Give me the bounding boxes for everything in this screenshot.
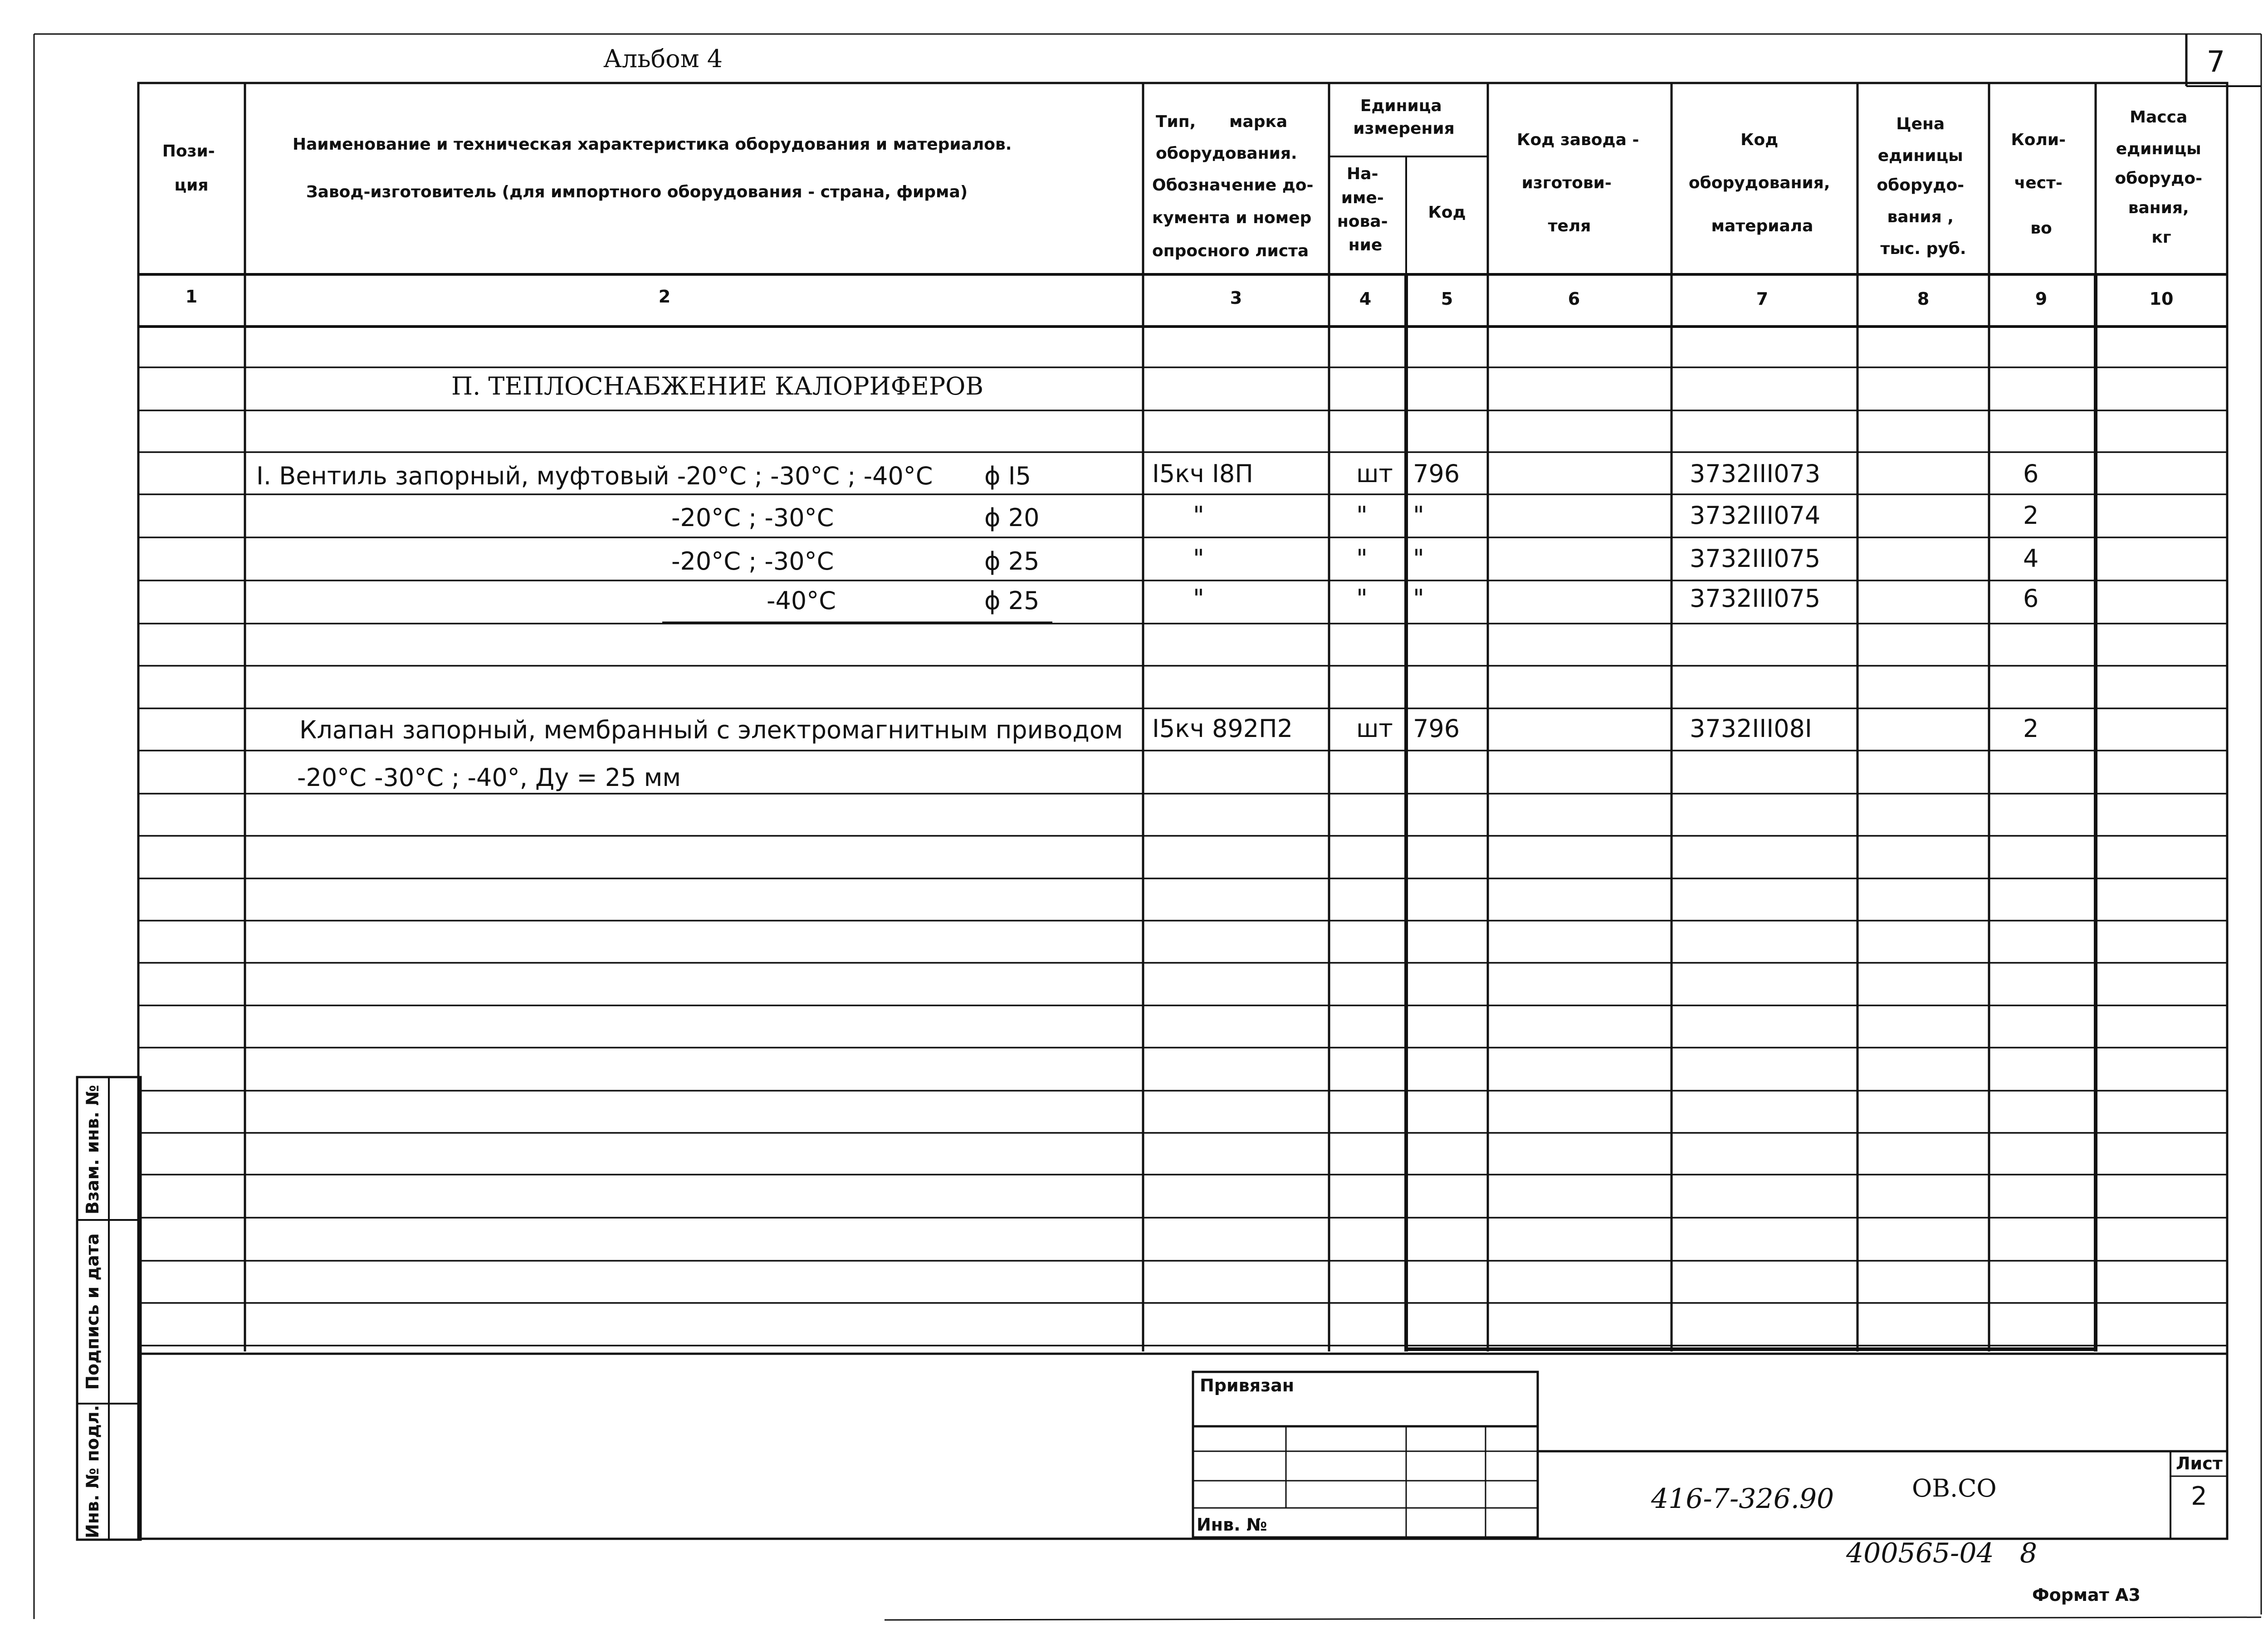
header-position: Пози- ция — [162, 142, 215, 195]
column-numbers — [186, 287, 2174, 309]
item-unit: " — [1356, 584, 1368, 613]
valve-name-line2: -20°C -30°C ; -40°, Ду = 25 мм — [297, 763, 681, 792]
column-number: 8 — [1917, 289, 1930, 309]
column-number: 5 — [1441, 289, 1453, 309]
item-unit-code: 796 — [1413, 459, 1460, 488]
valve-name-line1: Клапан запорный, мембранный с электромагнитным приводом — [299, 716, 1123, 744]
item-type: " — [1193, 584, 1204, 613]
sheet-number: 2 — [2191, 1482, 2207, 1511]
header-name: Наименование и техническая характеристика оборудования и материалов. Завод-изготовитель (для импортного оборудования - страна, фирма) — [293, 135, 1012, 201]
item-diameter: ϕ 25 — [984, 586, 1040, 615]
item-diameter: ϕ I5 — [984, 462, 1031, 490]
table-header — [162, 97, 2208, 260]
header-type: Тип, марка оборудования. Обозначение до- кумента и номер опросного листа — [1152, 112, 1314, 260]
item-code: 3732III074 — [1690, 501, 1821, 530]
table-grid — [138, 83, 2227, 1539]
valve-code: 3732III08I — [1690, 714, 1812, 743]
header-price: Цена единицы оборудо- вания , тыс. руб. — [1877, 115, 1966, 258]
valve-type: I5кч 892П2 — [1152, 714, 1293, 743]
document-code: 416-7-326.90 — [1651, 1483, 1834, 1515]
valve-item — [297, 714, 2038, 792]
item-row — [256, 459, 2038, 490]
item-code: 3732III075 — [1690, 584, 1821, 613]
column-number: 9 — [2035, 289, 2048, 309]
item-unit: шт — [1356, 459, 1393, 488]
valve-unit-code: 796 — [1413, 714, 1460, 743]
page-corner-number: 7 — [2206, 45, 2225, 79]
column-number: 2 — [658, 287, 671, 307]
bound-label: Привязан — [1200, 1375, 1295, 1395]
section-title: П. ТЕПЛОСНАБЖЕНИЕ КАЛОРИФЕРОВ — [451, 372, 984, 400]
item-row — [767, 584, 2038, 615]
item-qty: 6 — [2023, 459, 2039, 488]
header-equipment-code: Код оборудования, материала — [1688, 131, 1830, 235]
header-unit-name: На- име- нова- ние — [1337, 165, 1388, 254]
item-row — [671, 544, 2038, 576]
item-code: 3732III073 — [1690, 459, 1821, 488]
column-number: 10 — [2149, 289, 2174, 309]
side-signature-date: Подпись и дата — [83, 1233, 103, 1390]
body-row-lines — [138, 367, 2227, 1346]
item-qty: 4 — [2023, 544, 2039, 573]
item-code: 3732III075 — [1690, 544, 1821, 573]
item-unit: " — [1356, 501, 1368, 530]
item-name: -40°C — [767, 586, 836, 615]
outer-frame — [34, 34, 2261, 1620]
item-unit-code: " — [1413, 501, 1424, 530]
format-label: Формат А3 — [2032, 1585, 2141, 1605]
header-unit-group: Единица измерения — [1353, 97, 1455, 138]
side-replaced-inventory: Взам. инв. № — [83, 1085, 103, 1215]
item-unit-code: " — [1413, 544, 1424, 573]
item-name: -20°C ; -30°C — [671, 503, 834, 532]
item-qty: 2 — [2023, 501, 2039, 530]
section-code: ОВ.СО — [1912, 1474, 1997, 1502]
item-type: " — [1193, 544, 1204, 573]
album-title: Альбом 4 — [603, 44, 723, 73]
item-diameter: ϕ 25 — [984, 547, 1040, 576]
item-type: I5кч I8П — [1152, 459, 1253, 488]
item-qty: 6 — [2023, 584, 2039, 613]
column-number: 3 — [1230, 288, 1242, 308]
valve-qty: 2 — [2023, 714, 2039, 743]
item-name: -20°C ; -30°C — [671, 547, 834, 576]
column-number: 6 — [1568, 289, 1580, 309]
item-type: " — [1193, 501, 1204, 530]
item-unit: " — [1356, 544, 1368, 573]
item-diameter: ϕ 20 — [984, 503, 1040, 532]
header-plant-code: Код завода - изготови- теля — [1517, 131, 1639, 235]
item-row — [671, 501, 2038, 532]
item-name: I. Вентиль запорный, муфтовый -20°C ; -30°C ; -40°C — [256, 462, 933, 490]
header-unit-code: Код — [1428, 203, 1466, 222]
side-original-inventory: Инв. № подл. — [83, 1405, 103, 1539]
column-number: 7 — [1756, 289, 1769, 309]
column-number: 4 — [1359, 289, 1372, 309]
column-number: 1 — [185, 287, 198, 307]
valve-unit: шт — [1356, 714, 1393, 743]
archive-number: 400565-04 8 — [1846, 1537, 2038, 1569]
inventory-label: Инв. № — [1197, 1515, 1267, 1535]
sheet-label: Лист — [2176, 1454, 2223, 1473]
item-unit-code: " — [1413, 584, 1424, 613]
header-mass: Масса единицы оборудо- вания, кг — [2115, 108, 2203, 247]
header-quantity: Коли- чест- во — [2011, 131, 2066, 238]
